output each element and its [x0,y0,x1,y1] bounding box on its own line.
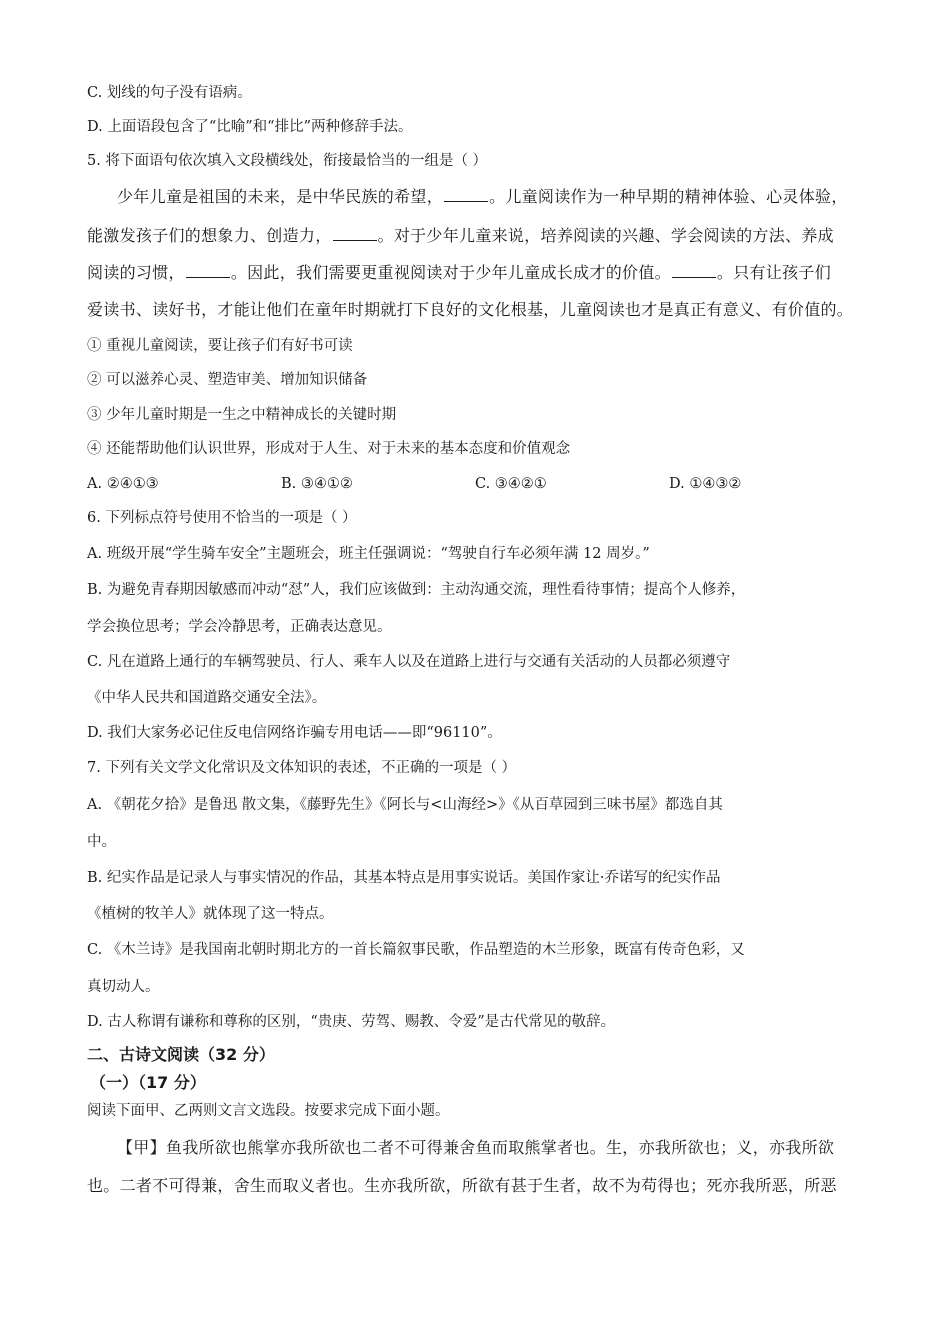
q4-option-c: C. 划线的句子没有语病。 [87,85,252,101]
q7-stem: 7. 下列有关文学文化常识及文体知识的表述，不正确的一项是（ ） [87,760,517,776]
q6-option-c-line-2: 《中华人民共和国道路交通安全法》。 [87,690,327,706]
q4-option-d: D. 上面语段包含了“比喻”和“排比”两种修辞手法。 [87,119,413,135]
q5-option-c: C. ③④②① [475,476,547,492]
q6-stem: 6. 下列标点符号使用不恰当的一项是（ ） [87,510,357,526]
passage-jia-label: 【甲】 [117,1138,166,1157]
q7-option-b-line-1: B. 纪实作品是记录人与事实情况的作品，其基本特点是用事实说话。美国作家让·乔诺写的纪实作品 [87,870,721,886]
q5-passage-line-3: 阅读的习惯， 。因此，我们需要更重视阅读对于少年儿童成长成才的价值。 。只有让孩子们 [87,263,832,282]
fill-blank-2 [333,226,377,241]
q7-option-d: D. 古人称谓有谦称和尊称的区别，“贵庚、劳驾、赐教、令爱”是古代常见的敬辞。 [87,1014,616,1030]
q5-item-1: ① 重视儿童阅读，要让孩子们有好书可读 [87,338,353,354]
section-2-subheading: （一）（17 分） [90,1073,206,1092]
q6-option-b-line-2: 学会换位思考；学会冷静思考，正确表达意见。 [87,619,392,635]
q7-option-a-line-2: 中。 [87,834,116,850]
q5-passage-line-2: 能激发孩子们的想象力、创造力， 。对于少年儿童来说，培养阅读的兴趣、学会阅读的方法、养成 [87,226,834,245]
q7-option-c-line-1: C. 《木兰诗》是我国南北朝时期北方的一首长篇叙事民歌，作品塑造的木兰形象，既富有传奇色彩，又 [87,942,745,958]
q5-item-3: ③ 少年儿童时期是一生之中精神成长的关键时期 [87,407,397,423]
q6-option-c-line-1: C. 凡在道路上通行的车辆驾驶员、行人、乘车人以及在道路上进行与交通有关活动的人员都必须遵守 [87,654,731,670]
q7-option-c-line-2: 真切动人。 [87,979,160,995]
q6-option-a: A. 班级开展“学生骑车安全”主题班会，班主任强调说：“驾驶自行车必须年满 12 周岁。” [87,546,650,562]
q6-option-b-line-1: B. 为避免青春期因敏感而冲动“怼”人，我们应该做到：主动沟通交流，理性看待事情；提高个人修养， [87,582,746,598]
fill-blank-1 [444,187,488,202]
q5-option-d: D. ①④③② [669,476,742,492]
fill-blank-3 [186,263,230,278]
q5-option-b: B. ③④①② [281,476,353,492]
q5-passage-line-1: 少年儿童是祖国的未来，是中华民族的希望， 。儿童阅读作为一种早期的精神体验、心灵体验， [117,187,848,206]
fill-blank-4 [672,263,716,278]
q5-item-4: ④ 还能帮助他们认识世界，形成对于人生、对于未来的基本态度和价值观念 [87,441,571,457]
reading-instruction: 阅读下面甲、乙两则文言文选段。按要求完成下面小题。 [87,1103,450,1119]
q5-stem: 5. 将下面语句依次填入文段横线处，衔接最恰当的一组是（ ） [87,153,488,169]
q7-option-b-line-2: 《植树的牧羊人》就体现了这一特点。 [87,906,334,922]
passage-jia-line-2: 也。二者不可得兼，舍生而取义者也。生亦我所欲，所欲有甚于生者，故不为苟得也；死亦我所恶，所恶 [87,1176,837,1195]
q6-option-d: D. 我们大家务必记住反电信网络诈骗专用电话——即“96110”。 [87,725,502,741]
q5-item-2: ② 可以滋养心灵、塑造审美、增加知识储备 [87,372,368,388]
q7-option-a-line-1: A. 《朝花夕拾》是鲁迅 散文集，《藤野先生》《阿长与<山海经>》《从百草园到三味书屋》都选自其 [87,797,723,813]
section-2-heading: 二、古诗文阅读（32 分） [87,1045,275,1064]
passage-jia-line-1: 【甲】鱼我所欲也熊掌亦我所欲也二者不可得兼舍鱼而取熊掌者也。生，亦我所欲也；义，亦我所欲 [117,1138,835,1157]
q5-option-a: A. ②④①③ [87,476,159,492]
q5-passage-line-4: 爱读书、读好书，才能让他们在童年时期就打下良好的文化根基，儿童阅读也才是真正有意义、有价值的。 [87,300,854,319]
